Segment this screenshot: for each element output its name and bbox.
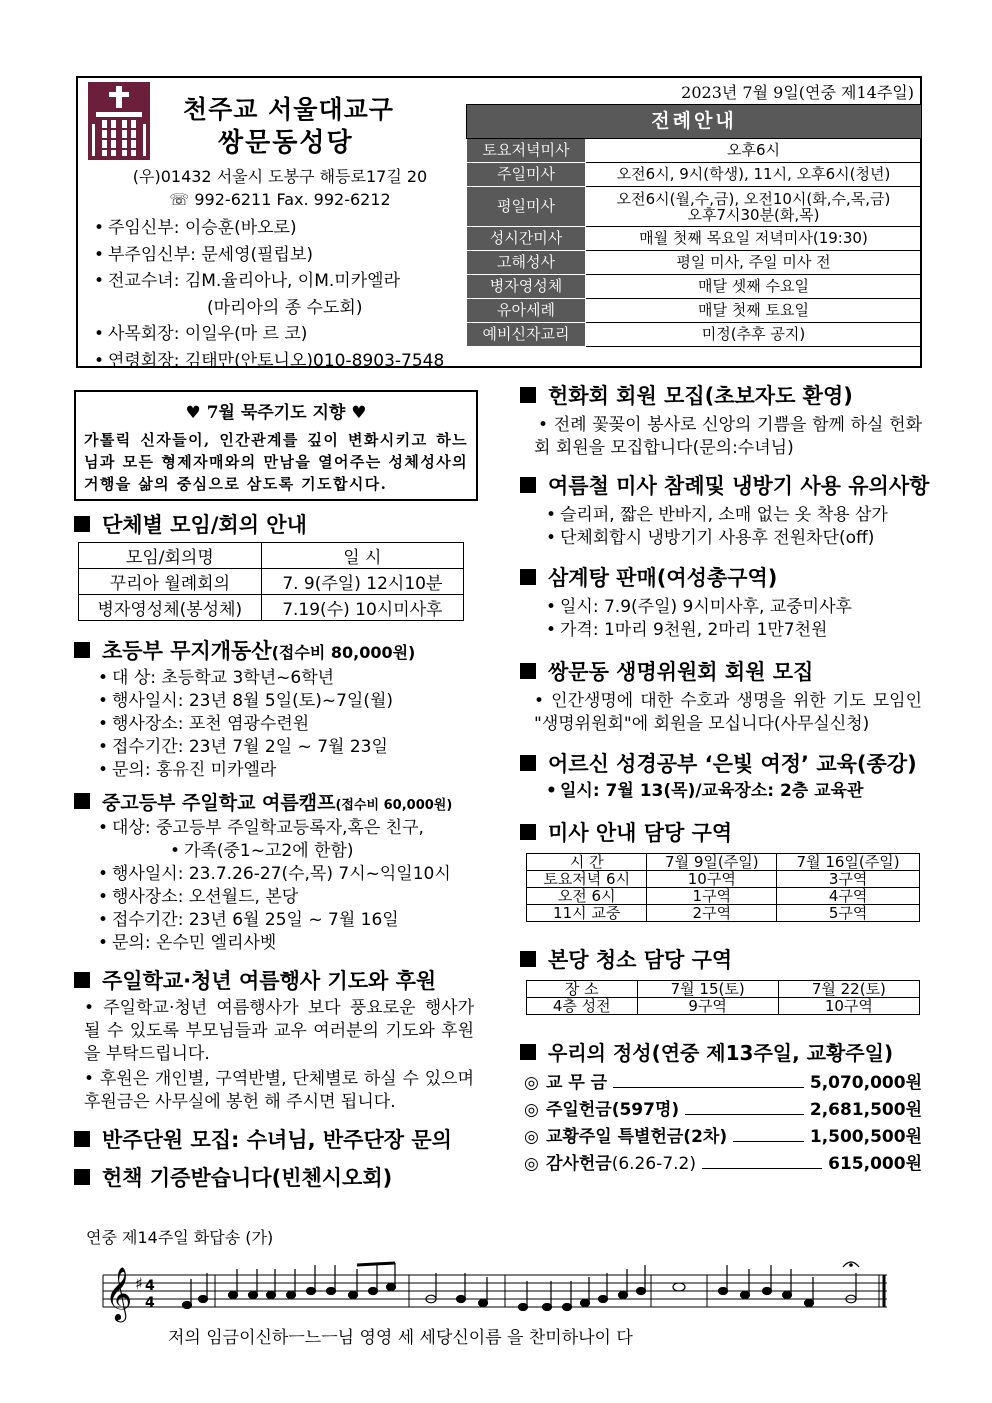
table-row: 예비신자교리 미정(추후 공지) [467,323,922,347]
bulletin-date: 2023년 7월 9일(연중 제14주일) [681,83,914,102]
list-item: ◎ 교 무 금 5,070,000원 [524,1070,922,1097]
list-item: • 단체회합시 냉방기기 사용후 전원차단(off) [540,527,924,550]
bulletin-header [76,76,922,371]
table-row: 오전 6시 1구역 4구역 [527,888,920,905]
rosary-title: ♥ 7월 묵주기도 지향 ♥ [185,403,367,423]
parish-name: 쌍문동성당 [218,128,354,158]
right-column [520,380,930,1178]
list-item: • 문의: 홍유진 미카엘라 [92,759,474,782]
list-item: • 행사일시: 23.7.26-27(수,목) 7시~익일10시 [92,863,474,886]
table-row: 토요저녁 6시 10구역 3구역 [527,871,920,888]
section-title: 우리의 정성(연중 제13주일, 교황주일) [520,1037,924,1066]
psalm-lyrics: 저의 임금이신하ㅡ느ㅡ님 영영 세 세당신이름 을 찬미하나이 다 [168,1328,633,1348]
section-title: 헌화회 회원 모집(초보자도 환영) [520,380,924,410]
sharp-icon: ♯ [135,1274,143,1293]
left-column [74,380,474,1192]
table-row: 병자영성체(봉성체) 7.19(수) 10시미사후 [79,595,464,621]
life-paragraph: • 인간생명에 대한 수호과 생명을 위한 기도 모임인 "생명위원회"에 회원을 모십니다(사무실신청) [534,691,922,734]
support-paragraph: • 주일학교·청년 여름행사가 보다 풍요로운 행사가 될 수 있도록 부모님들과 교우 여러분의 기도와 후원을 부탁드립니다. [84,998,474,1064]
list-item: • 행사장소: 오션월드, 본당 [92,886,474,909]
cleaning-table: 장 소 7월 15(토) 7월 22(토) 4층 성전 9구역 10구역 [526,980,920,1015]
section-title: 어르신 성경공부 ‘은빛 여정’ 교육(종강) [520,748,924,778]
elder-list [540,780,924,803]
section-title: 미사 안내 담당 구역 [520,817,924,847]
music-staff [95,1255,895,1325]
time-signature: 4 [145,1278,155,1294]
section-title: 반주단원 모집: 수녀님, 반주단장 문의 [74,1124,474,1154]
liturgy-table [466,104,922,347]
time-signature: 4 [145,1295,155,1311]
section-title: 삼계탕 판매(여성총구역) [520,562,924,592]
staff-list [94,215,444,374]
section-title: 여름철 미사 참례및 냉방기 사용 유의사항 [520,470,924,500]
treble-clef-icon: 𝄞 [105,1266,133,1320]
psalm-title: 연중 제14주일 화답송 (가) [86,1228,274,1247]
section-title: 중고등부 주일학교 여름캠프(접수비 60,000원) [74,788,474,815]
table-row: 고해성사 평일 미사, 주일 미사 전 [467,251,922,275]
staff-item: • 전교수녀: 김M.율리아나, 이M.미카엘라 [94,271,400,291]
section-title: 초등부 무지개동산(접수비 80,000원) [74,635,474,665]
section-title: 단체별 모임/회의 안내 [74,509,474,539]
table-row: 11시 교중 2구역 5구역 [527,905,920,922]
list-item: • 접수기간: 23년 6월 25일 ~ 7월 16일 [92,909,474,932]
table-row: 병자영성체 매달 셋째 수요일 [467,275,922,299]
list-item: ◎ 감사헌금 (6.26-7.2) 615,000원 [524,1151,922,1178]
list-item: • 슬리퍼, 짧은 반바지, 소매 없는 옷 착용 삼가 [540,504,924,527]
meetings-table: 모임/회의명 일 시 꾸리아 월례회의 7. 9(주일) 12시10분 병자영성체(봉성체) 7.19(수) 10시미사후 [78,542,464,621]
table-row: 성시간미사 매월 첫째 목요일 저녁미사(19:30) [467,227,922,251]
list-item: • 대 상: 초등학교 3학년~6학년 [92,667,474,690]
mass-guide-table: 시 간 7월 9일(주일) 7월 16일(주일) 토요저녁 6시 10구역 3구역 오전 6시 1구역 4구역 11시 교중 2구역 5구역 [526,853,920,922]
rosary-intention-box [74,390,478,501]
table-row: 유아세례 매달 첫째 토요일 [467,299,922,323]
section-title: 쌍문동 생명위원회 회원 모집 [520,656,924,686]
list-item: • 접수기간: 23년 7월 2일 ~ 7월 23일 [92,736,474,759]
notes [183,1262,860,1311]
rosary-body: 가톨릭 신자들이, 인간관계를 깊이 변화시키고 하느님과 모든 형제자매와의 만남을 열어주는 성체성사의 거행을 삶의 중심으로 삼도록 기도합시다. [84,431,468,493]
table-row: 토요저녁미사 오후6시 [467,139,922,163]
elementary-list [92,667,474,782]
phone-fax: ☏ 992-6211 Fax. 992-6212 [169,190,391,209]
staff-item: (마리아의 종 수도회) [207,297,363,318]
section-title: 본당 청소 담당 구역 [520,944,924,974]
liturgy-title: 전례안내 [467,105,922,139]
list-item: • 일시: 7.9(주일) 9시미사후, 교중미사후 [540,596,924,619]
list-item: • 행사일시: 23년 8월 5일(토)~7일(월) [92,690,474,713]
list-item: • 가격: 1마리 9천원, 2마리 1만7천원 [540,619,924,642]
diocese-name: 천주교 서울대교구 [183,95,394,124]
list-item: • 일시: 7월 13(목)/교육장소: 2층 교육관 [540,780,924,803]
middle-list [92,817,474,955]
table-row: 4층 성전 9구역 10구역 [527,998,920,1015]
list-item: ◎ 교황주일 특별헌금(2차) 1,500,500원 [524,1124,922,1151]
table-row: 꾸리아 월례회의 7. 9(주일) 12시10분 [79,569,464,595]
section-title: 주일학교·청년 여름행사 기도와 후원 [74,965,474,995]
church-logo-icon [88,82,150,160]
address: (우)01432 서울시 도봉구 해등로17길 20 [132,167,428,186]
list-item: • 문의: 온수민 엘리사벳 [92,932,474,955]
staff-item: • 주임신부: 이승훈(바오로) [94,218,297,238]
support-paragraph: • 후원은 개인별, 구역반별, 단체별로 하실 수 있으며 후원금은 사무실에 봉헌 해 주시면 됩니다. [84,1069,474,1112]
flower-paragraph: • 전례 꽃꽂이 봉사로 신앙의 기쁨을 함께 하실 헌화회 회원을 모집합니다(문의:수녀님) [534,415,922,458]
table-row: 주일미사 오전6시, 9시(학생), 11시, 오후6시(청년) [467,163,922,187]
list-item: • 대상: 중고등부 주일학교등록자,혹은 친구, [92,817,474,840]
section-title: 헌책 기증받습니다(빈첸시오회) [74,1162,474,1192]
offering-list [524,1070,922,1178]
list-item: • 가족(중1~고2에 한함) [92,840,474,863]
samgye-list [540,596,924,642]
list-item: • 행사장소: 포천 염광수련원 [92,713,474,736]
summer-list [540,504,924,550]
staff-item: • 사목회장: 이일우(마 르 코) [94,324,308,344]
staff-item: • 부주임신부: 문세영(필립보) [94,244,314,265]
list-item: ◎ 주일헌금(597명) 2,681,500원 [524,1097,922,1124]
staff-item: • 연령회장: 김태만(안토니오)010-8903-7548 [94,350,445,371]
table-row: 평일미사 오전6시(월,수,금), 오전10시(화,수,목,금) 오후7시30분(화,목) [467,187,922,227]
